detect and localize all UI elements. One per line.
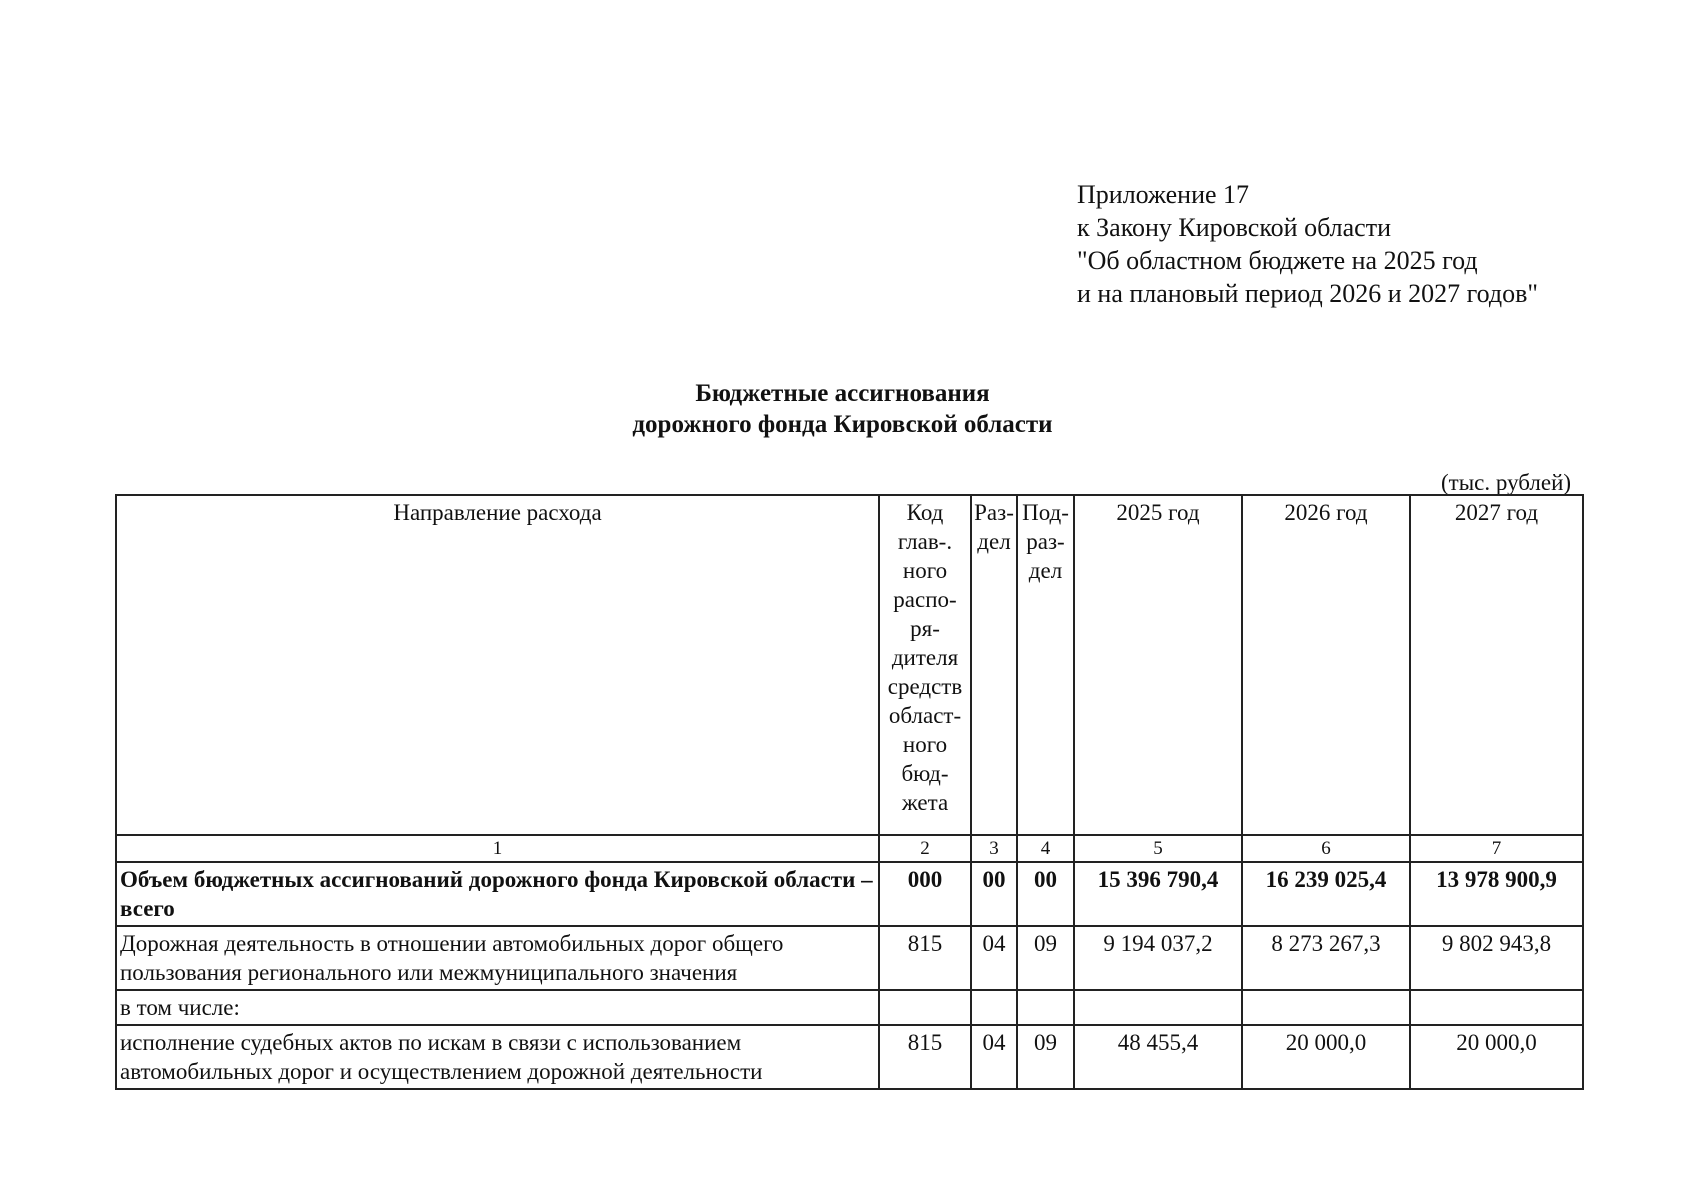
header-subsection: Под-раз-дел <box>1017 495 1074 835</box>
row-code: 000 <box>879 862 971 926</box>
header-direction: Направление расхода <box>116 495 879 835</box>
table-row-total <box>116 862 1583 926</box>
row-value-2026 <box>1242 990 1410 1025</box>
row-subsection: 09 <box>1017 1025 1074 1089</box>
appendix-line: и на плановый период 2026 и 2027 годов" <box>1077 279 1539 308</box>
row-code <box>879 990 971 1025</box>
row-value-2026: 16 239 025,4 <box>1242 862 1410 926</box>
row-subsection: 00 <box>1017 862 1074 926</box>
appendix-line: к Закону Кировской области <box>1077 213 1391 242</box>
row-subsection <box>1017 990 1074 1025</box>
row-value-2027 <box>1410 990 1583 1025</box>
header-row <box>116 495 1583 835</box>
row-value-2025: 9 194 037,2 <box>1074 926 1242 990</box>
row-value-2027: 9 802 943,8 <box>1410 926 1583 990</box>
column-number: 4 <box>1017 835 1074 862</box>
header-2026: 2026 год <box>1242 495 1410 835</box>
row-value-2026: 8 273 267,3 <box>1242 926 1410 990</box>
row-code: 815 <box>879 926 971 990</box>
units-label: (тыс. рублей) <box>1441 470 1572 495</box>
row-code: 815 <box>879 1025 971 1089</box>
column-number: 2 <box>879 835 971 862</box>
title-line-2: дорожного фонда Кировской области <box>632 411 1053 438</box>
table-row <box>116 1025 1583 1089</box>
column-number: 3 <box>971 835 1017 862</box>
appendix-line: Приложение 17 <box>1077 180 1250 209</box>
row-value-2025 <box>1074 990 1242 1025</box>
row-value-2027: 13 978 900,9 <box>1410 862 1583 926</box>
row-section: 00 <box>971 862 1017 926</box>
row-value-2025: 48 455,4 <box>1074 1025 1242 1089</box>
row-value-2026: 20 000,0 <box>1242 1025 1410 1089</box>
row-value-2027: 20 000,0 <box>1410 1025 1583 1089</box>
budget-table <box>115 494 1584 1090</box>
column-number: 7 <box>1410 835 1583 862</box>
row-name: исполнение судебных актов по искам в связи с использованием автомобильных дорог и осуществлением дорожной деятельности <box>116 1025 879 1089</box>
row-name: Объем бюджетных ассигнований дорожного фонда Кировской области – всего <box>116 862 879 926</box>
table-row <box>116 926 1583 990</box>
appendix-line: "Об областном бюджете на 2025 год <box>1077 246 1478 275</box>
header-2027: 2027 год <box>1410 495 1583 835</box>
row-name: Дорожная деятельность в отношении автомобильных дорог общего пользования регионального или межмуниципального значения <box>116 926 879 990</box>
appendix-block <box>1077 178 1538 310</box>
row-value-2025: 15 396 790,4 <box>1074 862 1242 926</box>
header-2025: 2025 год <box>1074 495 1242 835</box>
row-section: 04 <box>971 1025 1017 1089</box>
column-number: 6 <box>1242 835 1410 862</box>
column-number: 5 <box>1074 835 1242 862</box>
title-line-1: Бюджетные ассигнования <box>695 380 990 407</box>
column-number-row <box>116 835 1583 862</box>
row-section <box>971 990 1017 1025</box>
header-section: Раз-дел <box>971 495 1017 835</box>
row-subsection: 09 <box>1017 926 1074 990</box>
header-code: Код глав-. ного распо-ря-дителя средств област-ного бюд-жета <box>879 495 971 835</box>
document-title <box>0 378 1685 440</box>
row-section: 04 <box>971 926 1017 990</box>
row-name: в том числе: <box>116 990 879 1025</box>
column-number: 1 <box>116 835 879 862</box>
table-row <box>116 990 1583 1025</box>
